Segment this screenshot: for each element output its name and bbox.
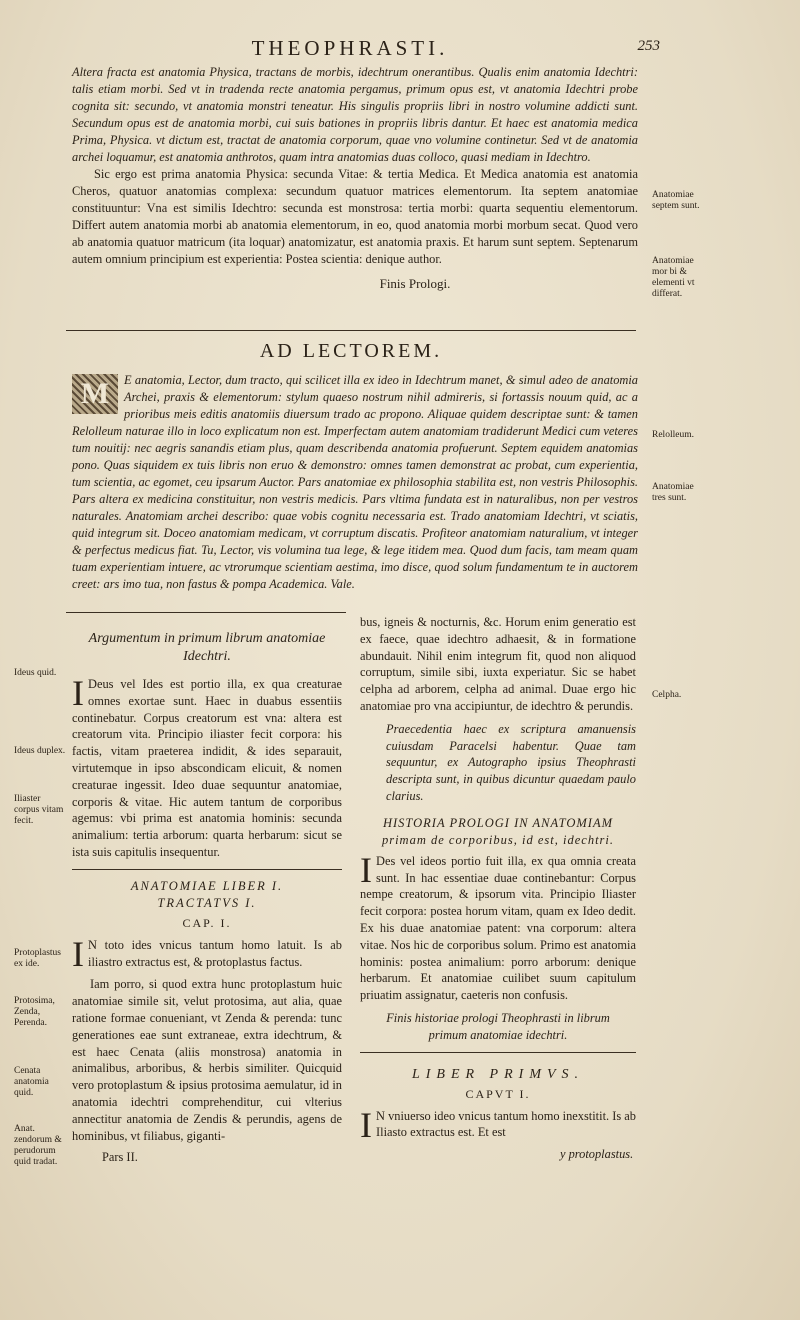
argument-initial: I	[72, 673, 84, 713]
page-number: 253	[637, 38, 660, 54]
anatomiae-liber-head: ANATOMIAE LIBER I.	[130, 878, 284, 893]
column-divider	[66, 612, 346, 613]
liber-primus-head: LIBER PRIMVS.	[411, 1066, 585, 1082]
cap-paragraph	[72, 933, 342, 974]
margin-note-anat-zendorum: Anat. zendorum & perudorum quid tradat.	[14, 1124, 62, 1167]
ad-lectorem-title: AD LECTOREM.	[259, 340, 443, 362]
margin-note-anatomiae-tres: Anatomiae tres sunt.	[652, 482, 694, 503]
argument-text: Deus vel Ides est portio illa, ex qua creaturae omnes exortae sunt. Haec in duabus essentiis continebatur. Corpus creatorum est vna: altera est creatorum vita. Principio iliaster fecit corpora: his factis, vitam praeterea indidit, & ides separauit, virtutemque in ipso abscondicam elicuit, & nomen creaturae ingessit. Ideo duae sequuntur anatomiae, corporis & vitae. Hic autem tantum de corporibus agemus: vbi prima est anatomia hominis: secunda animalium: tertia arborum: quarta herbarum: sicut se ista suis capitulis insequentur.	[72, 677, 342, 859]
continuation-text: bus, igneis & nocturnis, &c. Horum enim generatio est ex faece, quae idechtro adhaesit, & in formatione abundauit. Nihil enim integrum fit, quod non aliquod corruptum, simile sibi, iuxta experiatur. Sic se habet celpha ad arborem, celpha ad animal. Duae ergo hic anatomiae pro vna accipiuntur, de idechtro & perundis.	[360, 615, 636, 713]
cap-text-2: Iam porro, si quod extra hunc protoplastum huic anatomiae simile sit, velut protosima, aut alia, quae ratione formae conueniant, vt Zenda & perenda: tunc generationes eae sunt extraneae, extra idechtrum, & est haec Cenata (aliis monstrosa) anatomia in animalibus, arboribus, & herbis similiter. Quicquid vero protoplastum & ipsius protosima aemulatur, id in anatomia idechtri comprehenditur, cui vlterius annectitur anatomia de Zendis & perundis, agens de hominibus, vt filiabus, giganti-	[72, 977, 342, 1143]
historia-paragraph	[360, 849, 636, 1004]
catchword: y protoplastus.	[560, 1147, 634, 1162]
caput-paragraph	[360, 1104, 636, 1145]
margin-note-iliaster: Iliaster corpus vitam fecit.	[14, 794, 64, 826]
ad-lectorem-text: E anatomia, Lector, dum tracto, qui scilicet illa ex ideo in Idechtrum manet, & simul adeo de anatomia Archei, praxis & elementorum: stylum quaeso nostrum nihil admireris, si fortassis nouum quid, ac a prioribus meis editis anatomiis diuersum trado ac propono. Aliquae quidem descriptae sunt: & tamen Relolleum naturae illo in loco explicatum non est. Imperfectam autem anatomiam tradiderunt Medici cum veteres tum nouitij: nec aegris sanandis etiam plus, quam describenda anatomia profuerunt. Septem equidem anatomias pono. Quas siquidem ex tuis libris non eruo & demonstro: omnes tamen demonstrat ac probat, cum experientia, tum scientia, ac egomet, ceu ipsarum Auctor. Pars anatomiae ex philosophia stabilita est, non vestris Philosophis. Pars altera ex medicina constituitur, non vestris medicis. Pars vltima fundata est in naturalibus, non per vestros naturales. Anatomiam archei describo: quae vobis cognitu necessaria est. Trado anatomiam Idechtri, vt sciatis, quid integrum sit. Doceo anatomiam medicam, vt corruptum discatis. Profiteor anatomiam naturalium, vt integer & perfectus medicus fiat. Tu, Lector, vis volumina tua lege, & lege itidem mea. Quod dum facis, tam meam quam tuam experientiam intuere, ac vtrorumque scientiam aestima, imo disce, quod solum fundamentum te in auctorem creet: ars imo tua, non fastus & pompa Academica. Vale.	[72, 373, 638, 591]
margin-note-protoplastus: Protoplastus ex ide.	[14, 948, 61, 969]
historia-title: HISTORIA PROLOGI IN ANATOMIAM primam de corporibus, id est, idechtri.	[381, 815, 615, 847]
left-column	[72, 630, 342, 1165]
caput-initial: I	[360, 1104, 372, 1145]
catchword-line	[360, 1147, 636, 1162]
signature-line	[72, 1150, 342, 1165]
tractatus-head: TRACTATVS I.	[157, 895, 257, 910]
prolog-paragraph-2: Sic ergo est prima anatomia Physica: secunda Vitae: & tertia Medica. Et Medica anatomia est anatomia Cheros, quatuor anatomias complexa: secundum quatuor matrices elementorum. Ita septem anatomiae constituuntur: Vna est similis Idechtro: secunda est monstrosa: tertia morbi: quarta sequentiu elementorum. Differt autem anatomia morbi ab anatomia elementorum, in eo, quod anatomia morbi morbum secat. Quod vero ab anatomia quatuor matricum (ita loquar) anatomizatur, est anatomia praxis. Et harum sunt septem. Septenarum autem omnium principium est experientia: Postea scientia: denique author.	[72, 167, 638, 266]
margin-note-ideus-duplex: Ideus duplex.	[14, 746, 66, 756]
argument-paragraph	[72, 673, 342, 861]
caput-text: N vniuerso ideo vnicus tantum homo inexstitit. Is ab Iliasto extractus est. Et est	[376, 1108, 636, 1140]
margin-note-celpha: Celpha.	[652, 690, 682, 700]
argument-title: Argumentum in primum librum anatomiae Idechtri.	[88, 631, 326, 664]
running-header	[60, 36, 660, 62]
caput-head: CAPVT I.	[465, 1086, 531, 1101]
cap-text: N toto ides vnicus tantum homo latuit. Is ab iliastro extractus est, & protoplastus factus.	[88, 937, 342, 969]
preface-note: Praecedentia haec ex scriptura amanuensis cuiusdam Paracelsi habentur. Quae tam sequuntur, ex Autographo ipsius Theophrasti descripta sunt, in quibus dicuntur quaedam paulo clarius.	[386, 721, 636, 803]
right-column	[360, 614, 636, 1162]
decorated-initial: M	[72, 374, 118, 414]
margin-note-protosima: Protosima, Zenda, Perenda.	[14, 996, 55, 1028]
cap-initial: I	[72, 933, 84, 974]
historia-finis: Finis historiae prologi Theophrasti in librum primum anatomiae idechtri.	[386, 1010, 610, 1042]
right-rule	[360, 1052, 636, 1053]
cap-head: CAP. I.	[182, 915, 232, 930]
prolog-paragraph-1: Altera fracta est anatomia Physica, tractans de morbis, idechtrum onerantibus. Qualis enim anatomia Idechtri: talis etiam morbi. Sed vt in tradenda recte anatomia pergamus, primum opus est, vt anatomia Idechtri probe cognita sit: secundo, vt anatomia monstri teneatur. His singulis propriis libri in nostro volumine addicti sunt. Secundum opus est de anatomia morbi, cui suis bationes in propriis libris dantur. Et haec est anatomia medica Prima, Physica. vt dictum est, tractat de anatomia corporum, quae vno volumine continetur. Sed vt de anatomia archei loquamur, est anatomia anthrotos, quam intra anatomias duas colloco, quasi mediam in Idechtro.	[72, 65, 638, 164]
margin-note-cenata: Cenata anatomia quid.	[14, 1066, 49, 1098]
section-divider	[66, 330, 636, 331]
margin-note-ideus-quid: Ideus quid.	[14, 668, 57, 678]
historia-text: Des vel ideos portio fuit illa, ex qua omnia creata sunt. In hac essentiae duae continebantur: Corpus nempe creatorum, & ipsorum vita. Principio Iliaster fecit corpora: postea horum vitam, quam ex Ideo dedit. Ex his duae anatomiae patent: vna corporum: altera vitae. Nos hic de corporibus solum. Primo est anatomia hominis: postea animalium: porro arborum: denique herbarum. Et anatomiae cuilibet suum capitulum priuatim assignatur, caeteris non confusis.	[360, 853, 636, 1003]
margin-note-anatomiae-morbi: Anatomiae mor bi & elementi vt differat.	[652, 256, 695, 299]
signature-mark: Pars II.	[102, 1150, 138, 1165]
ad-lectorem-section	[72, 372, 638, 593]
historia-initial: I	[360, 849, 372, 890]
left-rule	[72, 869, 342, 870]
margin-note-anatomiae-septem: Anatomiae septem sunt.	[652, 190, 700, 211]
prolog-section	[72, 64, 638, 292]
finis-prologi: Finis Prologi.	[379, 276, 451, 291]
margin-note-relolleum: Relolleum.	[652, 430, 694, 440]
running-title: THEOPHRASTI.	[251, 36, 449, 60]
